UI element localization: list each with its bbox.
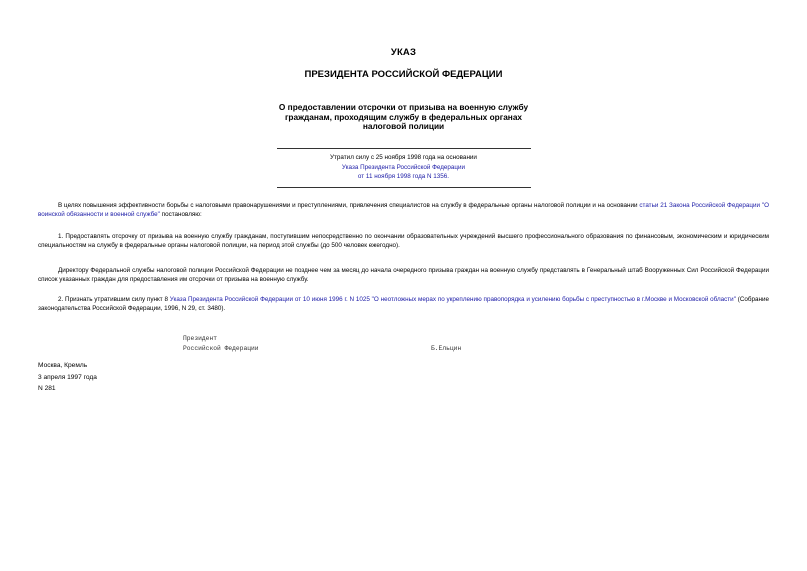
decree-number: N 281 bbox=[38, 385, 56, 392]
clause-2-text: 2. Признать утратившим силу пункт 8 bbox=[58, 296, 170, 303]
preamble-paragraph bbox=[38, 201, 769, 220]
signature-title-line1: Президент bbox=[183, 335, 218, 342]
title-line-3: налоговой полиции bbox=[362, 121, 445, 132]
document-title bbox=[0, 103, 807, 132]
signature-title bbox=[183, 334, 259, 353]
signature-title-line2: Российской Федерации bbox=[183, 344, 259, 352]
issuer-heading: ПРЕЗИДЕНТА РОССИЙСКОЙ ФЕДЕРАЦИИ bbox=[304, 69, 503, 80]
law-article-link[interactable]: статьи 21 Закона Российской Федерации bbox=[639, 202, 761, 209]
top-divider bbox=[277, 148, 531, 149]
signature-name: Б.Ельцин bbox=[431, 344, 462, 352]
decree-heading: УКАЗ bbox=[390, 47, 417, 58]
military-service-law-link[interactable]: "О воинской обязанности и военной службе" bbox=[38, 202, 770, 219]
clause-1-director-paragraph bbox=[38, 266, 769, 285]
clause-1-text: 1. Предоставлять отсрочку от призыва на военную службу гражданам, поступившим непосредственно по окончании образовательных учреждений высшего профессионального образования по финансовым, экономическим и юридическим специальностям на службу в федеральные органы налоговой полиции, на период этой службы (до 500 человек ежегодно). bbox=[38, 233, 769, 250]
date: 3 апреля 1997 года bbox=[38, 373, 97, 381]
director-text: Директору Федеральной службы налоговой полиции Российской Федерации не позднее чем за месяц до начала очередного призыва граждан на военную службу представлять в Генеральный штаб Вооруженных Сил Российской Федерации список указанных граждан для предоставления им отсрочки от призыва на военную службу. bbox=[38, 267, 769, 284]
clause-2-paragraph bbox=[38, 295, 769, 314]
place: Москва, Кремль bbox=[38, 362, 88, 369]
clause-2-end: (Собрание законодательства Российской Федерации, 1996, N 29, ст. 3480). bbox=[38, 296, 769, 313]
place-date-block bbox=[38, 360, 97, 395]
preamble-end: постановляю: bbox=[159, 211, 202, 219]
status-note-text: Утратил силу с 25 ноября 1998 года на основании bbox=[330, 154, 477, 161]
title-line-1: О предоставлении отсрочки от призыва на военную службу bbox=[278, 102, 529, 112]
repeal-decree-link-line2[interactable]: от 11 ноября 1998 года N 1356. bbox=[357, 173, 450, 181]
repeal-decree-link-line1[interactable]: Указа Президента Российской Федерации bbox=[341, 163, 466, 171]
status-note bbox=[0, 153, 807, 182]
bottom-divider bbox=[277, 187, 531, 188]
decree-1025-link[interactable]: Указа Президента Российской Федерации от 10 июня 1996 г. N 1025 "О неотложных мерах по укреплению правопорядка и усилению борьбы с преступностью в г.Москве и Московской области" bbox=[169, 296, 736, 303]
title-line-2: гражданам, проходящим службу в федеральных органах bbox=[284, 111, 523, 122]
preamble-text: В целях повышения эффективности борьбы с налоговыми правонарушениями и преступлениями, привлечения специалистов на службу в федеральные органы налоговой полиции и на основании bbox=[58, 202, 640, 209]
clause-1-paragraph bbox=[38, 232, 769, 251]
